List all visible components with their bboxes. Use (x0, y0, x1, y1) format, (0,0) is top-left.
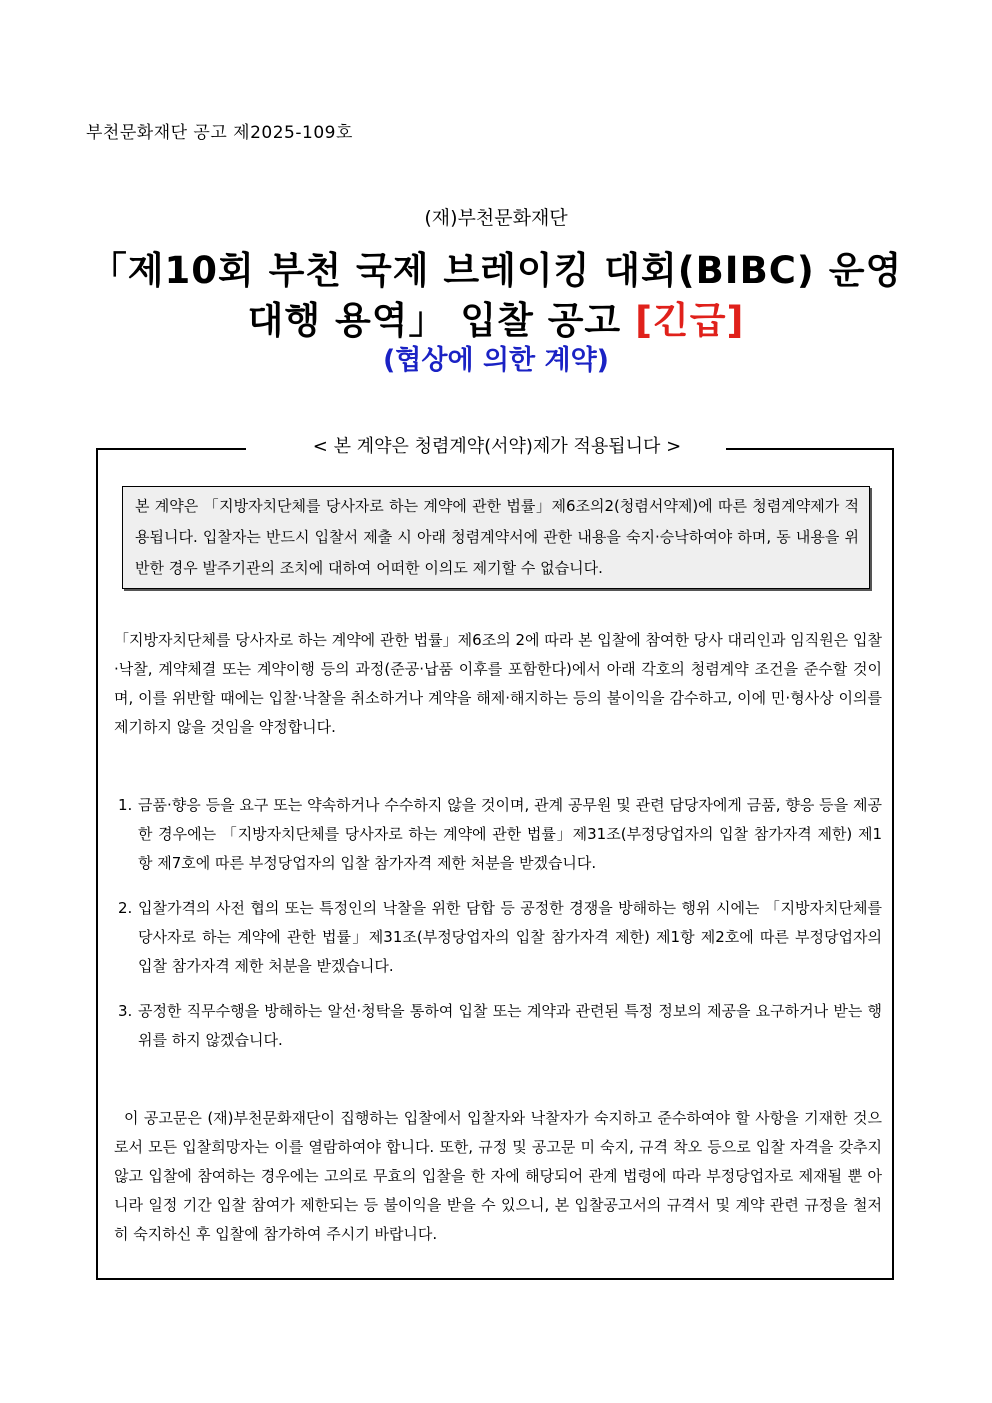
frame-legend-text: < 본 계약은 청렴계약(서약)제가 적용됩니다 > (307, 436, 687, 457)
notice-number: 부천문화재단 공고 제2025-109호 (86, 123, 353, 143)
integrity-notice-box: 본 계약은 「지방자치단체를 당사자로 하는 계약에 관한 법률」제6조의2(청렴서약제)에 따른 청렴계약제가 적용됩니다. 입찰자는 반드시 입찰서 제출 시 아래 청렴계약서에 관한 내용을 숙지·승낙하여야 하며, 동 내용을 위반한 경우 발주기관의 조치에 대하여 어떠한 이의도 제기할 수 없습니다. (122, 486, 870, 589)
title-text: 대행 용역」 입찰 공고 (247, 299, 622, 342)
list-item (114, 791, 882, 878)
list-item-text: 입찰가격의 사전 협의 또는 특정인의 낙찰을 위한 담합 등 공정한 경쟁을 방해하는 행위 시에는 「지방자치단체를 당사자로 하는 계약에 관한 법률」제31조(부정당업자의 입찰 참가자격 제한) 제1항 제2호에 따른 부정당업자의 입찰 참가자격 제한 처분을 받겠습니다. (138, 899, 882, 975)
list-item (114, 894, 882, 981)
frame-legend (98, 434, 896, 460)
list-item-number: 2. (118, 899, 133, 917)
title-line-1: 「제10회 부천 국제 브레이킹 대회(BIBC) 운영 (89, 249, 903, 292)
urgent-tag: [긴급] (635, 299, 745, 342)
list-item-text: 공정한 직무수행을 방해하는 알선·청탁을 통하여 입찰 또는 계약과 관련된 특정 정보의 제공을 요구하거나 받는 행위를 하지 않겠습니다. (138, 1002, 882, 1049)
organization-name: (재)부천문화재단 (424, 207, 568, 229)
closing-paragraph: 이 공고문은 (재)부천문화재단이 집행하는 입찰에서 입찰자와 낙찰자가 숙지하고 준수하여야 할 사항을 기재한 것으로서 모든 입찰희망자는 이를 열람하여야 합니다. 또한, 규정 및 공고문 미 숙지, 규격 착오 등으로 입찰 자격을 갖추지 않고 입찰에 참여하는 경우에는 고의로 무효의 입찰을 한 자에 해당되어 관계 법령에 따라 부정당업자로 제재될 뿐 아니라 일정 기간 입찰 참여가 제한되는 등 불이익을 받을 수 있으니, 본 입찰공고서의 규격서 및 계약 관련 규정을 철저히 숙지하신 후 입찰에 참가하여 주시기 바랍니다. (114, 1109, 882, 1243)
list-item-number: 1. (118, 796, 133, 814)
list-item (114, 997, 882, 1055)
list-item-number: 3. (118, 1002, 133, 1020)
pledge-paragraph: 「지방자치단체를 당사자로 하는 계약에 관한 법률」제6조의 2에 따라 본 입찰에 참여한 당사 대리인과 임직원은 입찰·낙찰, 계약체결 또는 계약이행 등의 과정(준공·납품 이후를 포함한다)에서 아래 각호의 청렴계약 조건을 준수할 것이며, 이를 위반할 때에는 입찰·낙찰을 취소하거나 계약을 해제·해지하는 등의 불이익을 감수하고, 이에 민·형사상 이의를 제기하지 않을 것임을 약정합니다. (114, 631, 882, 736)
list-item-text: 금품·향응 등을 요구 또는 약속하거나 수수하지 않을 것이며, 관계 공무원 및 관련 담당자에게 금품, 향응 등을 제공한 경우에는 「지방자치단체를 당사자로 하는 계약에 관한 법률」제31조(부정당업자의 입찰 참가자격 제한) 제1항 제7호에 따른 부정당업자의 입찰 참가자격 제한 처분을 받겠습니다. (138, 796, 882, 872)
contract-type-subtitle: (협상에 의한 계약) (382, 345, 610, 376)
title-line-2 (0, 290, 992, 344)
integrity-contract-frame (96, 436, 894, 1280)
integrity-conditions-list (114, 791, 882, 1071)
